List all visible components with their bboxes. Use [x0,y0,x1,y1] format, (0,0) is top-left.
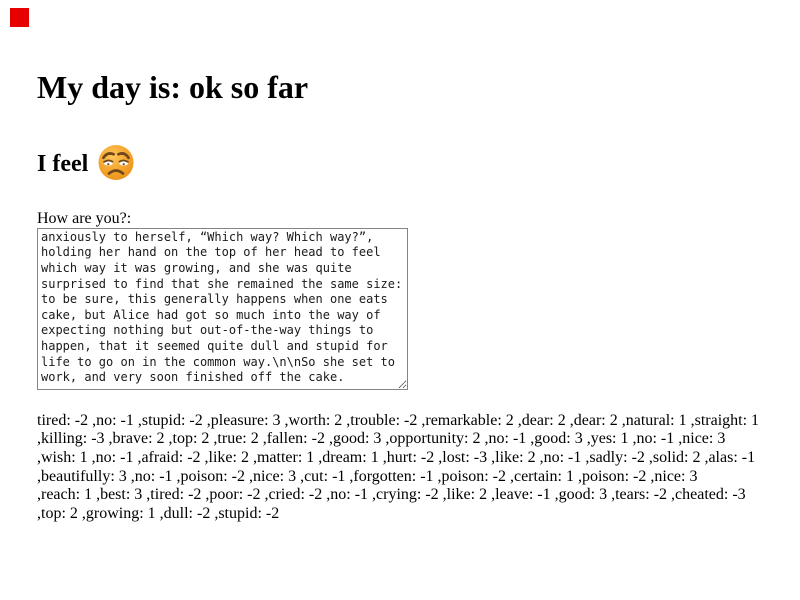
sentiment-line: ,reach: 1 ,best: 3 ,tired: -2 ,poor: -2 ,cried: -2 ,no: -1 ,crying: -2 ,like: 2 ,leave: -1 ,good: 3 ,tears: -2 ,cheated: -3 [37,486,746,504]
sentiment-line: ,killing: -3 ,brave: 2 ,top: 2 ,true: 2 ,fallen: -2 ,good: 3 ,opportunity: 2 ,no: -1 ,good: 3 ,yes: 1 ,no: -1 ,nice: 3 [37,430,726,448]
worried-face-emoji-icon [97,143,135,181]
sentiment-line: tired: -2 ,no: -1 ,stupid: -2 ,pleasure: 3 ,worth: 2 ,trouble: -2 ,remarkable: 2 ,dear: 2 ,dear: 2 ,natural: 1 ,straight: 1 [37,411,760,429]
how-are-you-label: How are you?: [37,209,132,227]
feel-heading-label: I feel [37,150,89,177]
sentiment-line: ,wish: 1 ,no: -1 ,afraid: -2 ,like: 2 ,matter: 1 ,dream: 1 ,hurt: -2 ,lost: -3 ,like: 2 ,no: -1 ,sadly: -2 ,solid: 2 ,alas: -1 [37,448,756,466]
day-status-heading: My day is: ok so far [37,69,309,105]
feel-heading [37,143,796,181]
sentiment-line: ,top: 2 ,growing: 1 ,dull: -2 ,stupid: -2 [37,504,280,522]
sentiment-scores-paragraph [37,412,796,524]
mood-textarea[interactable] [37,228,408,390]
red-marker-square [10,8,29,27]
sentiment-line: ,beautifully: 3 ,no: -1 ,poison: -2 ,nice: 3 ,cut: -1 ,forgotten: -1 ,poison: -2 ,certain: 1 ,poison: -2 ,nice: 3 [37,467,698,485]
